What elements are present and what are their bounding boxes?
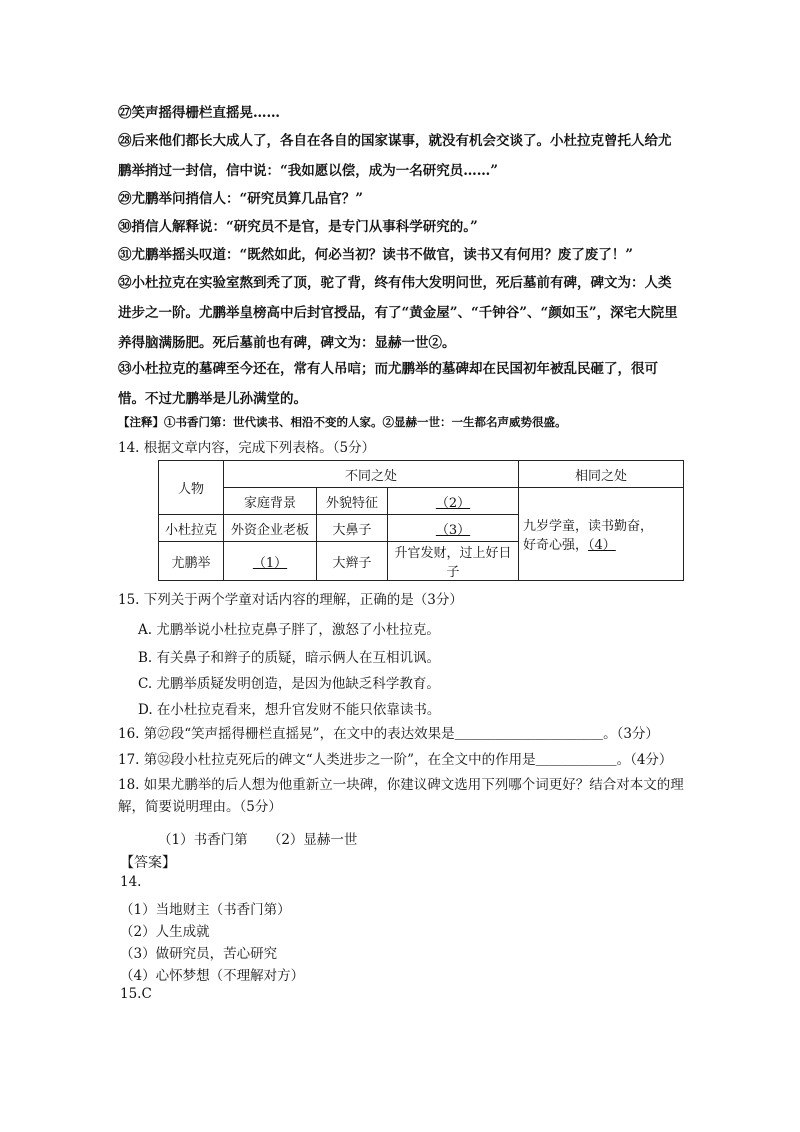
question-17: 17. 第㉜段小杜拉克死后的碑文“人类进步之一阶”，在全文中的作用是＿＿＿＿＿＿。（4分） (118, 752, 673, 768)
question-18-options: （1）书香门第 （2）显赫一世 (158, 832, 358, 848)
option-c: C. 尤鹏举质疑发明创造，是因为他缺乏科学教育。 (138, 676, 440, 692)
paragraph-33: ㉝小杜拉克的墓碑至今还在，常有人吊唁；而尤鹏举的墓碑却在民国初年被乱民砸了，很可惜。不过尤鹏举是儿孙满堂的。 (118, 361, 658, 407)
row-dulake-look: 大鼻子 (317, 515, 388, 542)
question-15: 15. 下列关于两个学童对话内容的理解，正确的是（3分） (118, 592, 463, 608)
row-you-name: 尤鹏举 (159, 542, 224, 581)
blank-4: （4） (588, 538, 616, 553)
paragraph-29: ㉙尤鹏举问捎信人：“研究员算几品官？” (118, 191, 364, 207)
header-family: 家庭背景 (224, 488, 317, 515)
option-a: A. 尤鹏举说小杜拉克鼻子胖了，激怒了小杜拉克。 (138, 622, 440, 638)
row-you-goal: 升官发财，过上好日子 (388, 542, 519, 581)
header-differences: 不同之处 (224, 461, 519, 488)
paragraph-28: ㉘后来他们都长大成人了，各自在各自的国家谋事，就没有机会交谈了。小杜拉克曾托人给尤鹏举捎过一封信，信中说：“我如愿以偿，成为一名研究员……” (118, 133, 672, 179)
header-similarities: 相同之处 (519, 461, 684, 488)
similarity-cell (519, 488, 684, 581)
similarity-line-2: 好奇心强，（4） (523, 538, 616, 553)
paragraph-30: ㉚捎信人解释说：“研究员不是官，是专门从事科学研究的。” (118, 219, 478, 235)
answer-line: 15.C (120, 986, 152, 1002)
similarity-line-1: 九岁学童，读书勤奋， (523, 519, 654, 534)
answer-line: （2）人生成就 (120, 924, 210, 940)
answer-heading: 【答案】 (120, 855, 176, 871)
blank-1: （1） (224, 542, 317, 581)
question-14: 14. 根据文章内容，完成下列表格。（5分） (118, 440, 376, 456)
row-you-look: 大辫子 (317, 542, 388, 581)
question-16: 16. 第㉗段“笑声摇得栅栏直摇晃”，在文中的表达效果是＿＿＿＿＿＿＿＿＿＿＿。（3分） (118, 726, 659, 742)
scanned-passage-area (118, 98, 698, 848)
header-person: 人物 (159, 461, 224, 515)
answer-line: 14. (120, 874, 142, 890)
row-dulake-family: 外资企业老板 (224, 515, 317, 542)
answer-line: （1）当地财主（书香门第） (120, 902, 291, 918)
paragraph-32: ㉜小杜拉克在实验室熬到秃了顶，驼了背，终有伟大发明问世，死后墓前有碑，碑文为：人类进步之一阶。尤鹏举皇榜高中后封官授品，有了“黄金屋”、“千钟谷”、“颜如玉”，深宅大院里养得脑满肠肥。死后墓前也有碑，碑文为：显赫一世②。 (118, 275, 678, 351)
comparison-table (158, 460, 684, 581)
question-18: 18. 如果尤鹏举的后人想为他重新立一块碑，你建议碑文选用下列哪个词更好？结合对本文的理解，简要说明理由。（5分） (118, 777, 684, 815)
paragraph-31: ㉛尤鹏举摇头叹道：“既然如此，何必当初？读书不做官，读书又有何用？废了废了！” (118, 247, 634, 263)
annotation-note: 【注释】①书香门第：世代读书、相沿不变的人家。②显赫一世：一生都名声威势很盛。 (118, 415, 567, 429)
paragraph-27: ㉗笑声摇得栅栏直摇晃…… (118, 105, 280, 121)
answer-line: （4）心怀梦想（不理解对方） (120, 968, 305, 984)
blank-3: （3） (388, 515, 519, 542)
blank-2: （2） (388, 488, 519, 515)
row-dulake-name: 小杜拉克 (159, 515, 224, 542)
answer-line: （3）做研究员，苦心研究 (120, 946, 278, 962)
option-b: B. 有关鼻子和辫子的质疑，暗示俩人在互相讥讽。 (138, 650, 441, 666)
option-d: D. 在小杜拉克看来，想升官发财不能只依靠读书。 (138, 702, 441, 718)
header-appearance: 外貌特征 (317, 488, 388, 515)
